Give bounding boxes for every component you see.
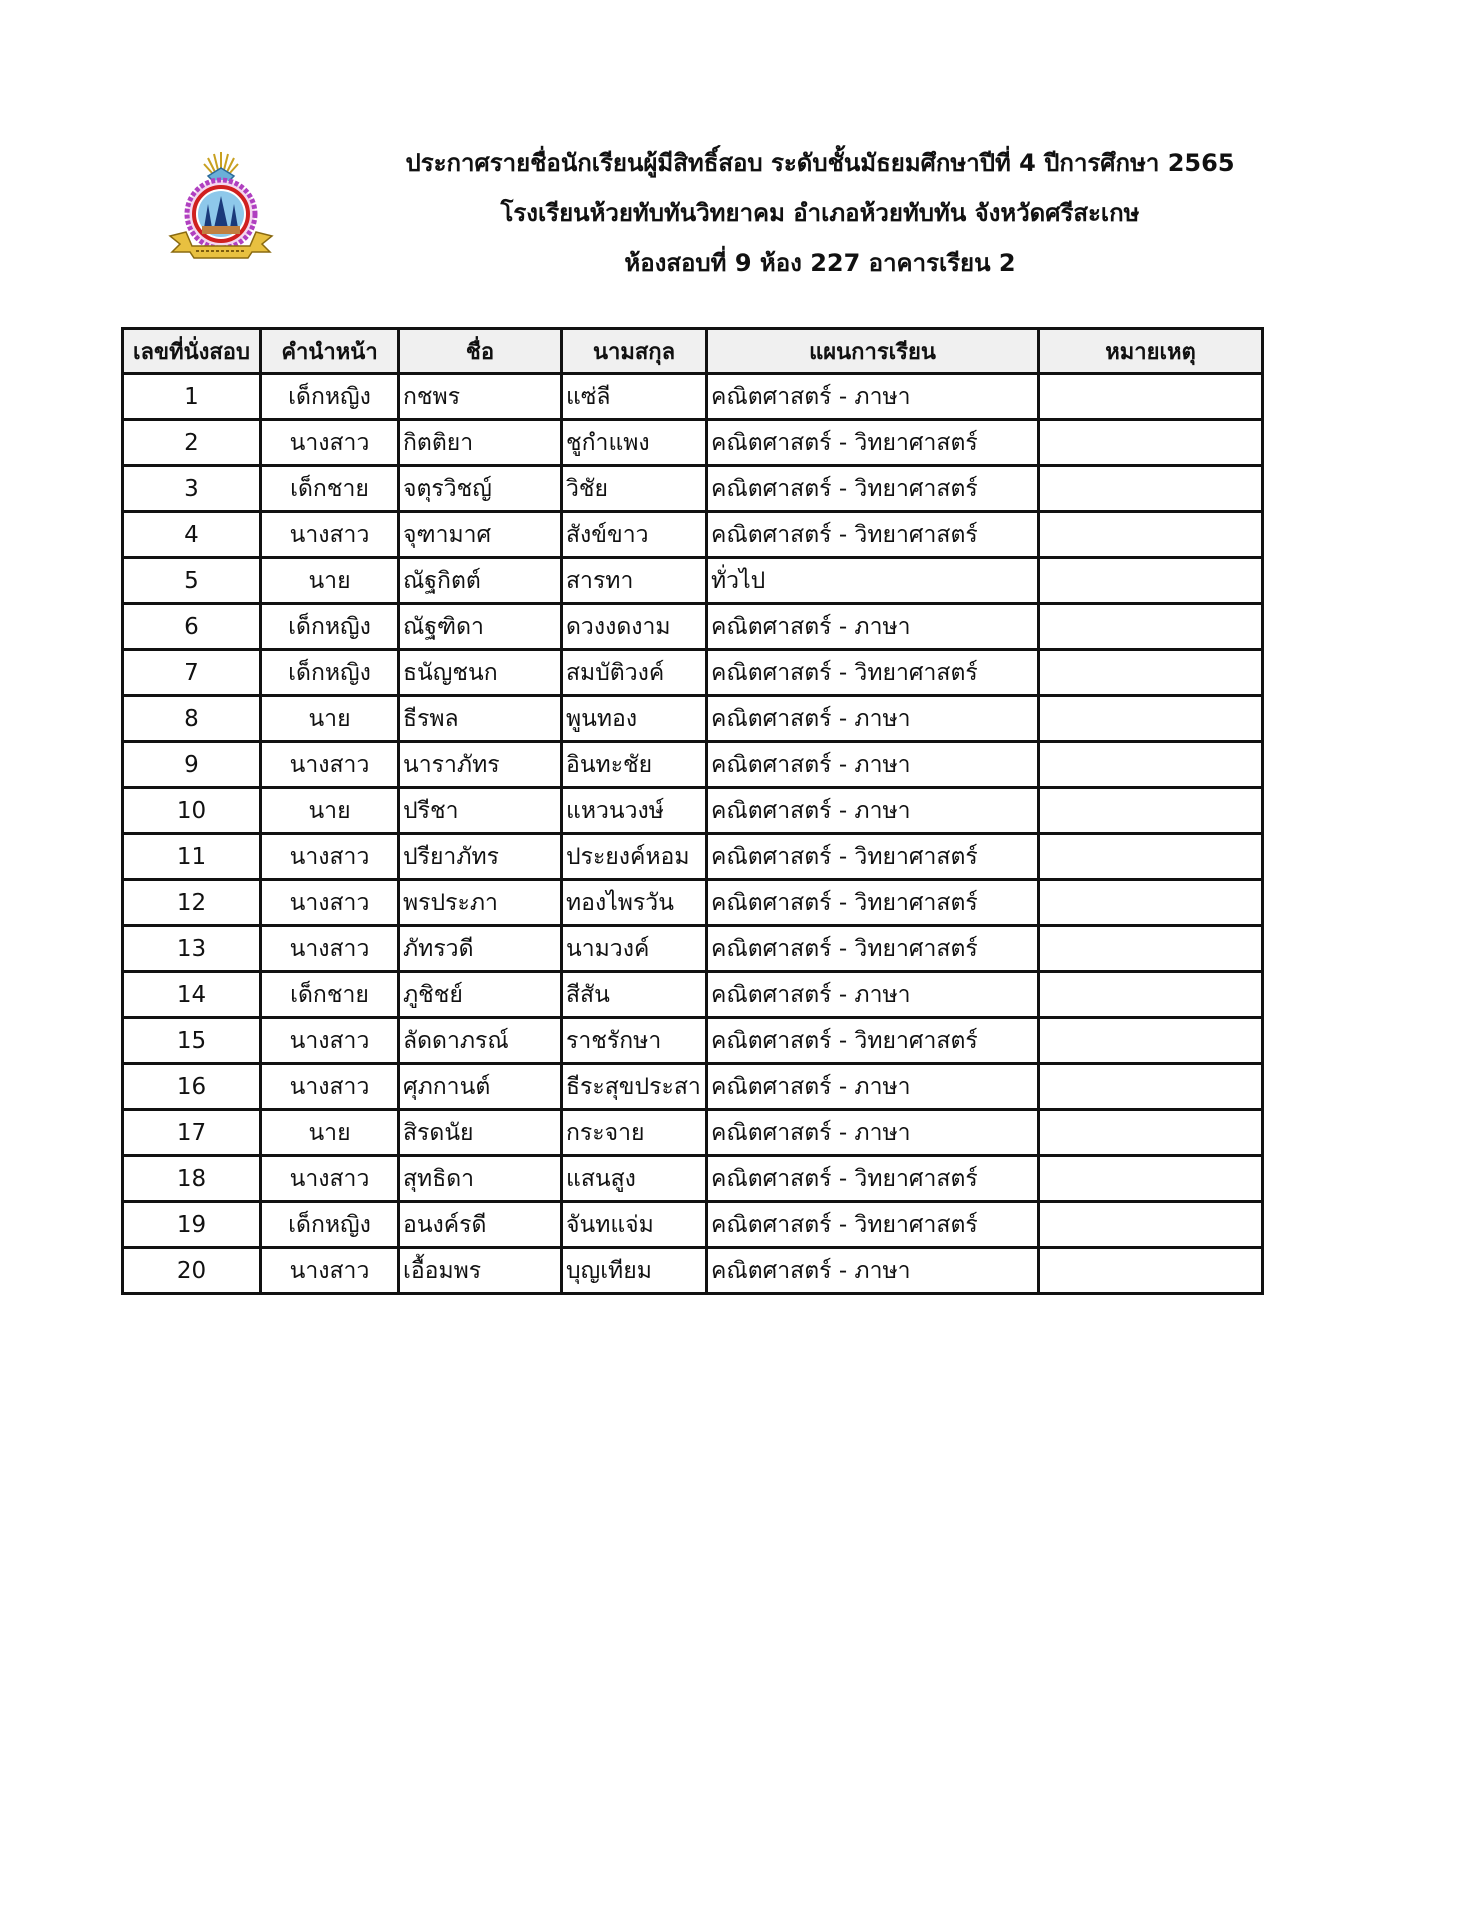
- last-name-cell: ธีระสุขประสา: [562, 1064, 707, 1110]
- column-header-prefix: คำนำหน้า: [261, 329, 399, 374]
- seat-number-cell: 6: [123, 604, 261, 650]
- table-row: [123, 650, 1263, 696]
- remarks-cell: [1039, 512, 1263, 558]
- last-name-cell: สมบัติวงค์: [562, 650, 707, 696]
- prefix-cell: นางสาว: [261, 742, 399, 788]
- study-plan-cell: คณิตศาสตร์ - ภาษา: [707, 1248, 1039, 1294]
- first-name-cell: ศุภกานต์: [399, 1064, 562, 1110]
- seat-number-cell: 4: [123, 512, 261, 558]
- study-plan-cell: คณิตศาสตร์ - ภาษา: [707, 1064, 1039, 1110]
- study-plan-cell: คณิตศาสตร์ - วิทยาศาสตร์: [707, 880, 1039, 926]
- study-plan-cell: คณิตศาสตร์ - ภาษา: [707, 696, 1039, 742]
- remarks-cell: [1039, 742, 1263, 788]
- table-row: [123, 1248, 1263, 1294]
- table-body: [123, 374, 1263, 1294]
- remarks-cell: [1039, 880, 1263, 926]
- last-name-cell: แซ่ลี: [562, 374, 707, 420]
- first-name-cell: สุทธิดา: [399, 1156, 562, 1202]
- last-name-cell: แหวนวงษ์: [562, 788, 707, 834]
- remarks-cell: [1039, 1064, 1263, 1110]
- study-plan-cell: คณิตศาสตร์ - วิทยาศาสตร์: [707, 512, 1039, 558]
- prefix-cell: เด็กชาย: [261, 972, 399, 1018]
- table-row: [123, 604, 1263, 650]
- prefix-cell: นางสาว: [261, 1248, 399, 1294]
- seat-number-cell: 8: [123, 696, 261, 742]
- last-name-cell: ชูกำแพง: [562, 420, 707, 466]
- prefix-cell: นางสาว: [261, 1064, 399, 1110]
- table-row: [123, 420, 1263, 466]
- study-plan-cell: คณิตศาสตร์ - วิทยาศาสตร์: [707, 420, 1039, 466]
- seat-number-cell: 1: [123, 374, 261, 420]
- table-row: [123, 558, 1263, 604]
- study-plan-cell: คณิตศาสตร์ - ภาษา: [707, 374, 1039, 420]
- remarks-cell: [1039, 420, 1263, 466]
- first-name-cell: ลัดดาภรณ์: [399, 1018, 562, 1064]
- last-name-cell: กระจาย: [562, 1110, 707, 1156]
- prefix-cell: นางสาว: [261, 420, 399, 466]
- study-plan-cell: คณิตศาสตร์ - ภาษา: [707, 742, 1039, 788]
- remarks-cell: [1039, 972, 1263, 1018]
- table-row: [123, 696, 1263, 742]
- prefix-cell: นางสาว: [261, 1156, 399, 1202]
- study-plan-cell: คณิตศาสตร์ - ภาษา: [707, 1110, 1039, 1156]
- first-name-cell: ภูชิชย์: [399, 972, 562, 1018]
- prefix-cell: นางสาว: [261, 1018, 399, 1064]
- study-plan-cell: คณิตศาสตร์ - ภาษา: [707, 604, 1039, 650]
- first-name-cell: ภัทรวดี: [399, 926, 562, 972]
- study-plan-cell: คณิตศาสตร์ - วิทยาศาสตร์: [707, 466, 1039, 512]
- table-row: [123, 972, 1263, 1018]
- last-name-cell: วิชัย: [562, 466, 707, 512]
- first-name-cell: กชพร: [399, 374, 562, 420]
- first-name-cell: จตุรวิชญ์: [399, 466, 562, 512]
- seat-number-cell: 12: [123, 880, 261, 926]
- last-name-cell: ทองไพรวัน: [562, 880, 707, 926]
- remarks-cell: [1039, 466, 1263, 512]
- last-name-cell: แสนสูง: [562, 1156, 707, 1202]
- table-row: [123, 834, 1263, 880]
- seat-number-cell: 10: [123, 788, 261, 834]
- remarks-cell: [1039, 788, 1263, 834]
- study-plan-cell: คณิตศาสตร์ - วิทยาศาสตร์: [707, 650, 1039, 696]
- first-name-cell: นาราภัทร: [399, 742, 562, 788]
- remarks-cell: [1039, 1248, 1263, 1294]
- remarks-cell: [1039, 1156, 1263, 1202]
- prefix-cell: นางสาว: [261, 880, 399, 926]
- table-row: [123, 1202, 1263, 1248]
- last-name-cell: บุญเทียม: [562, 1248, 707, 1294]
- table-row: [123, 374, 1263, 420]
- prefix-cell: นาย: [261, 1110, 399, 1156]
- study-plan-cell: คณิตศาสตร์ - ภาษา: [707, 972, 1039, 1018]
- document-header: [240, 138, 1400, 288]
- last-name-cell: สังข์ขาว: [562, 512, 707, 558]
- table-header-row: [123, 329, 1263, 374]
- seat-number-cell: 14: [123, 972, 261, 1018]
- study-plan-cell: คณิตศาสตร์ - วิทยาศาสตร์: [707, 926, 1039, 972]
- study-plan-cell: คณิตศาสตร์ - ภาษา: [707, 788, 1039, 834]
- last-name-cell: สารทา: [562, 558, 707, 604]
- remarks-cell: [1039, 926, 1263, 972]
- study-plan-cell: ทั่วไป: [707, 558, 1039, 604]
- seat-number-cell: 2: [123, 420, 261, 466]
- last-name-cell: นามวงค์: [562, 926, 707, 972]
- table-row: [123, 1064, 1263, 1110]
- study-plan-cell: คณิตศาสตร์ - วิทยาศาสตร์: [707, 834, 1039, 880]
- last-name-cell: สีสัน: [562, 972, 707, 1018]
- column-header-last-name: นามสกุล: [562, 329, 707, 374]
- table-row: [123, 926, 1263, 972]
- first-name-cell: จุฑามาศ: [399, 512, 562, 558]
- table-row: [123, 1110, 1263, 1156]
- column-header-study-plan: แผนการเรียน: [707, 329, 1039, 374]
- remarks-cell: [1039, 834, 1263, 880]
- first-name-cell: ธนัญชนก: [399, 650, 562, 696]
- prefix-cell: เด็กหญิง: [261, 1202, 399, 1248]
- seat-number-cell: 19: [123, 1202, 261, 1248]
- remarks-cell: [1039, 558, 1263, 604]
- study-plan-cell: คณิตศาสตร์ - วิทยาศาสตร์: [707, 1156, 1039, 1202]
- study-plan-cell: คณิตศาสตร์ - วิทยาศาสตร์: [707, 1018, 1039, 1064]
- seat-number-cell: 16: [123, 1064, 261, 1110]
- seat-number-cell: 11: [123, 834, 261, 880]
- seat-number-cell: 7: [123, 650, 261, 696]
- first-name-cell: กิตติยา: [399, 420, 562, 466]
- last-name-cell: ราชรักษา: [562, 1018, 707, 1064]
- column-header-seat-number: เลขที่นั่งสอบ: [123, 329, 261, 374]
- last-name-cell: ดวงงดงาม: [562, 604, 707, 650]
- prefix-cell: เด็กชาย: [261, 466, 399, 512]
- seat-number-cell: 3: [123, 466, 261, 512]
- seat-number-cell: 17: [123, 1110, 261, 1156]
- seat-number-cell: 13: [123, 926, 261, 972]
- first-name-cell: สิรดนัย: [399, 1110, 562, 1156]
- student-roster-table: [121, 327, 1264, 1295]
- prefix-cell: นาย: [261, 558, 399, 604]
- first-name-cell: ปรีชา: [399, 788, 562, 834]
- table-row: [123, 512, 1263, 558]
- seat-number-cell: 9: [123, 742, 261, 788]
- remarks-cell: [1039, 696, 1263, 742]
- first-name-cell: ธีรพล: [399, 696, 562, 742]
- column-header-remarks: หมายเหตุ: [1039, 329, 1263, 374]
- first-name-cell: เอื้อมพร: [399, 1248, 562, 1294]
- last-name-cell: อินทะชัย: [562, 742, 707, 788]
- remarks-cell: [1039, 604, 1263, 650]
- seat-number-cell: 15: [123, 1018, 261, 1064]
- first-name-cell: ณัฐกิตต์: [399, 558, 562, 604]
- prefix-cell: นางสาว: [261, 512, 399, 558]
- last-name-cell: พูนทอง: [562, 696, 707, 742]
- table-row: [123, 742, 1263, 788]
- first-name-cell: อนงค์รดี: [399, 1202, 562, 1248]
- remarks-cell: [1039, 650, 1263, 696]
- table-row: [123, 466, 1263, 512]
- prefix-cell: เด็กหญิง: [261, 374, 399, 420]
- remarks-cell: [1039, 374, 1263, 420]
- seat-number-cell: 18: [123, 1156, 261, 1202]
- first-name-cell: พรประภา: [399, 880, 562, 926]
- prefix-cell: เด็กหญิง: [261, 650, 399, 696]
- table-row: [123, 788, 1263, 834]
- prefix-cell: นางสาว: [261, 926, 399, 972]
- remarks-cell: [1039, 1110, 1263, 1156]
- table-row: [123, 1018, 1263, 1064]
- prefix-cell: เด็กหญิง: [261, 604, 399, 650]
- seat-number-cell: 5: [123, 558, 261, 604]
- seat-number-cell: 20: [123, 1248, 261, 1294]
- remarks-cell: [1039, 1018, 1263, 1064]
- school-name: โรงเรียนห้วยทับทันวิทยาคม อำเภอห้วยทับทัน จังหวัดศรีสะเกษ: [500, 199, 1140, 227]
- prefix-cell: นางสาว: [261, 834, 399, 880]
- last-name-cell: จันทแจ่ม: [562, 1202, 707, 1248]
- prefix-cell: นาย: [261, 788, 399, 834]
- column-header-first-name: ชื่อ: [399, 329, 562, 374]
- remarks-cell: [1039, 1202, 1263, 1248]
- table-row: [123, 880, 1263, 926]
- study-plan-cell: คณิตศาสตร์ - วิทยาศาสตร์: [707, 1202, 1039, 1248]
- first-name-cell: ปรียาภัทร: [399, 834, 562, 880]
- last-name-cell: ประยงค์หอม: [562, 834, 707, 880]
- exam-room-info: ห้องสอบที่ 9 ห้อง 227 อาคารเรียน 2: [624, 249, 1016, 277]
- table-row: [123, 1156, 1263, 1202]
- prefix-cell: นาย: [261, 696, 399, 742]
- first-name-cell: ณัฐฑิดา: [399, 604, 562, 650]
- announcement-title: ประกาศรายชื่อนักเรียนผู้มีสิทธิ์สอบ ระดับชั้นมัธยมศึกษาปีที่ 4 ปีการศึกษา 2565: [405, 149, 1235, 177]
